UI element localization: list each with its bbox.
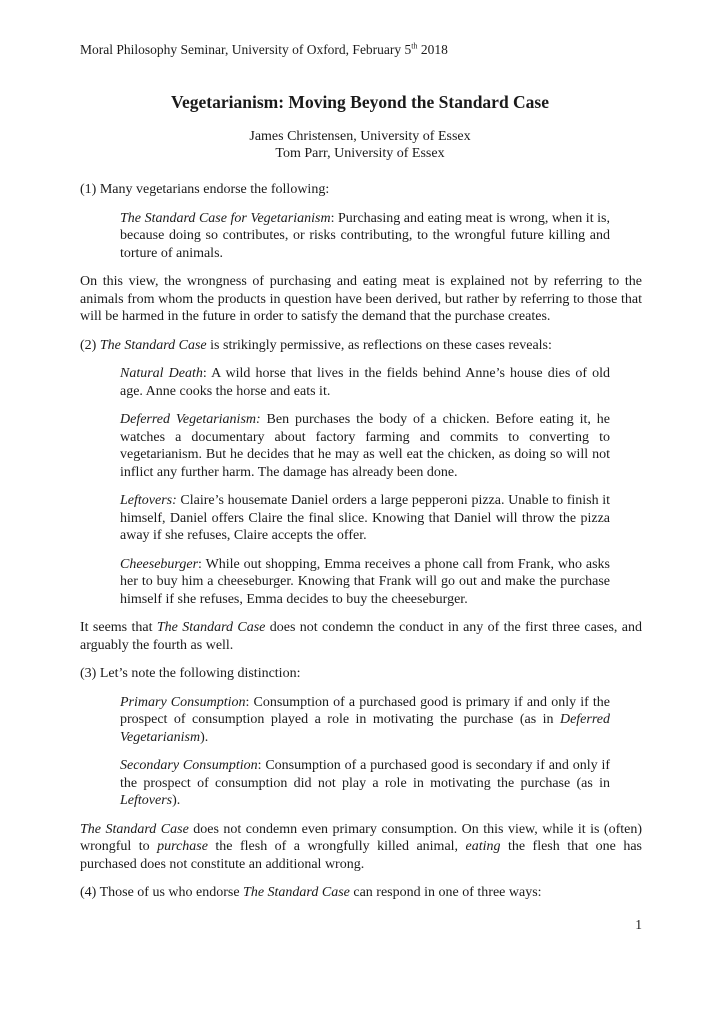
document-title: Vegetarianism: Moving Beyond the Standard Case [170, 92, 550, 112]
definition-end: ). [172, 793, 181, 808]
definition-term: Primary Consumption [120, 694, 246, 710]
section-3-intro: (3) Let’s note the following distinction: [80, 666, 301, 681]
section-number: (2) [80, 337, 100, 353]
header-year: 2018 [417, 42, 448, 57]
case-term: Cheeseburger [120, 556, 199, 572]
intro-text: is strikingly permissive, as reflections on these cases reveals: [206, 337, 552, 353]
definition-end: ). [200, 729, 209, 745]
page-number: 1 [635, 917, 642, 932]
case-text: : A wild horse that lives in the fields behind Anne’s house dies of old age. Anne cooks the horse and eats it. [120, 366, 611, 399]
definition-term: The Standard Case for Vegetarianism [120, 210, 331, 226]
emphasis-purchase: purchase [157, 839, 208, 854]
section-3-conclusion [80, 821, 642, 874]
case-natural-death [120, 365, 610, 400]
case-term: Natural Death [120, 366, 203, 381]
header-text: Moral Philosophy Seminar, University of Oxford, February 5 [80, 42, 412, 57]
section-2-conclusion [80, 619, 642, 654]
author-line: James Christensen, University of Essex [249, 129, 471, 144]
emphasis-eating: eating [465, 839, 501, 854]
authors-block [0, 128, 720, 162]
section-1-intro: (1) Many vegetarians endorse the following: [80, 182, 330, 197]
section-4-intro [80, 884, 642, 902]
section-2-intro [80, 337, 642, 355]
header-superscript: th [411, 41, 418, 51]
conclusion-text: the flesh that one has purchased does not constitute an additional wrong. [80, 839, 642, 872]
intro-text: can respond in one of three ways: [349, 885, 542, 900]
case-text: : While out shopping, Emma receives a phone call from Frank, who asks her to buy him a cheeseburger. Knowing that Frank will go out and make the purchase himself if she refuses, Emma decides to buy the cheeseburger. [120, 556, 610, 607]
example-term: Deferred Vegetarianism [120, 712, 610, 745]
definition-text: : Consumption of a purchased good is secondary if and only if the prospect of consumption did not play a role in motivating the purchase (as in [120, 758, 611, 791]
section-1-paragraph: On this view, the wrongness of purchasing and eating meat is explained not by referring to the animals from whom the products in question have been derived, but rather by referring to those that will be harmed in the future in order to satisfy the demand that the purchase creates. [80, 274, 642, 324]
inline-term: The Standard Case [80, 821, 189, 837]
example-term: Leftovers [120, 793, 173, 808]
definition-text: : Consumption of a purchased good is primary if and only if the prospect of consumption played a role in motivating the purchase (as in [120, 694, 610, 727]
case-deferred-vegetarianism [120, 411, 610, 481]
case-cheeseburger [120, 556, 610, 609]
case-term: Leftovers: [120, 493, 177, 508]
case-text: Ben purchases the body of a chicken. Before eating it, he watches a documentary about factory farming and commits to converting to vegetarianism. But he decides that he may as well eat the chicken, as doing so will not inflict any further harm. The damage has already been done. [120, 412, 610, 480]
inline-term: The Standard Case [243, 885, 350, 900]
running-header [80, 42, 448, 58]
author-line: Tom Parr, University of Essex [275, 146, 445, 161]
conclusion-text: It seems that [80, 620, 157, 635]
conclusion-text: the flesh of a wrongfully killed animal, [207, 839, 466, 854]
definition-text: : Purchasing and eating meat is wrong, when it is, because doing so contributes, or risks contributing, to the wrongful future killing and torture of animals. [120, 210, 610, 261]
conclusion-text: does not condemn the conduct in any of the first three cases, and arguably the fourth as well. [80, 620, 642, 653]
intro-text: (4) Those of us who endorse [80, 885, 244, 900]
inline-term: The Standard Case [156, 620, 266, 635]
conclusion-text: does not condemn even primary consumption. On this view, while it is (often) wrongful to [80, 821, 642, 854]
definition-term: Secondary Consumption [120, 758, 258, 773]
case-leftovers [120, 492, 610, 545]
case-term: Deferred Vegetarianism: [120, 412, 261, 427]
inline-term: The Standard Case [99, 337, 207, 353]
case-text: Claire’s housemate Daniel orders a large pepperoni pizza. Unable to finish it himself, Daniel offers Claire the final slice. Knowing that Daniel will throw the pizza away if she refuses, Claire accepts the offer. [120, 493, 610, 543]
body-content [80, 181, 642, 913]
secondary-consumption-definition [120, 757, 610, 810]
primary-consumption-definition [120, 694, 610, 747]
standard-case-definition [120, 210, 610, 263]
